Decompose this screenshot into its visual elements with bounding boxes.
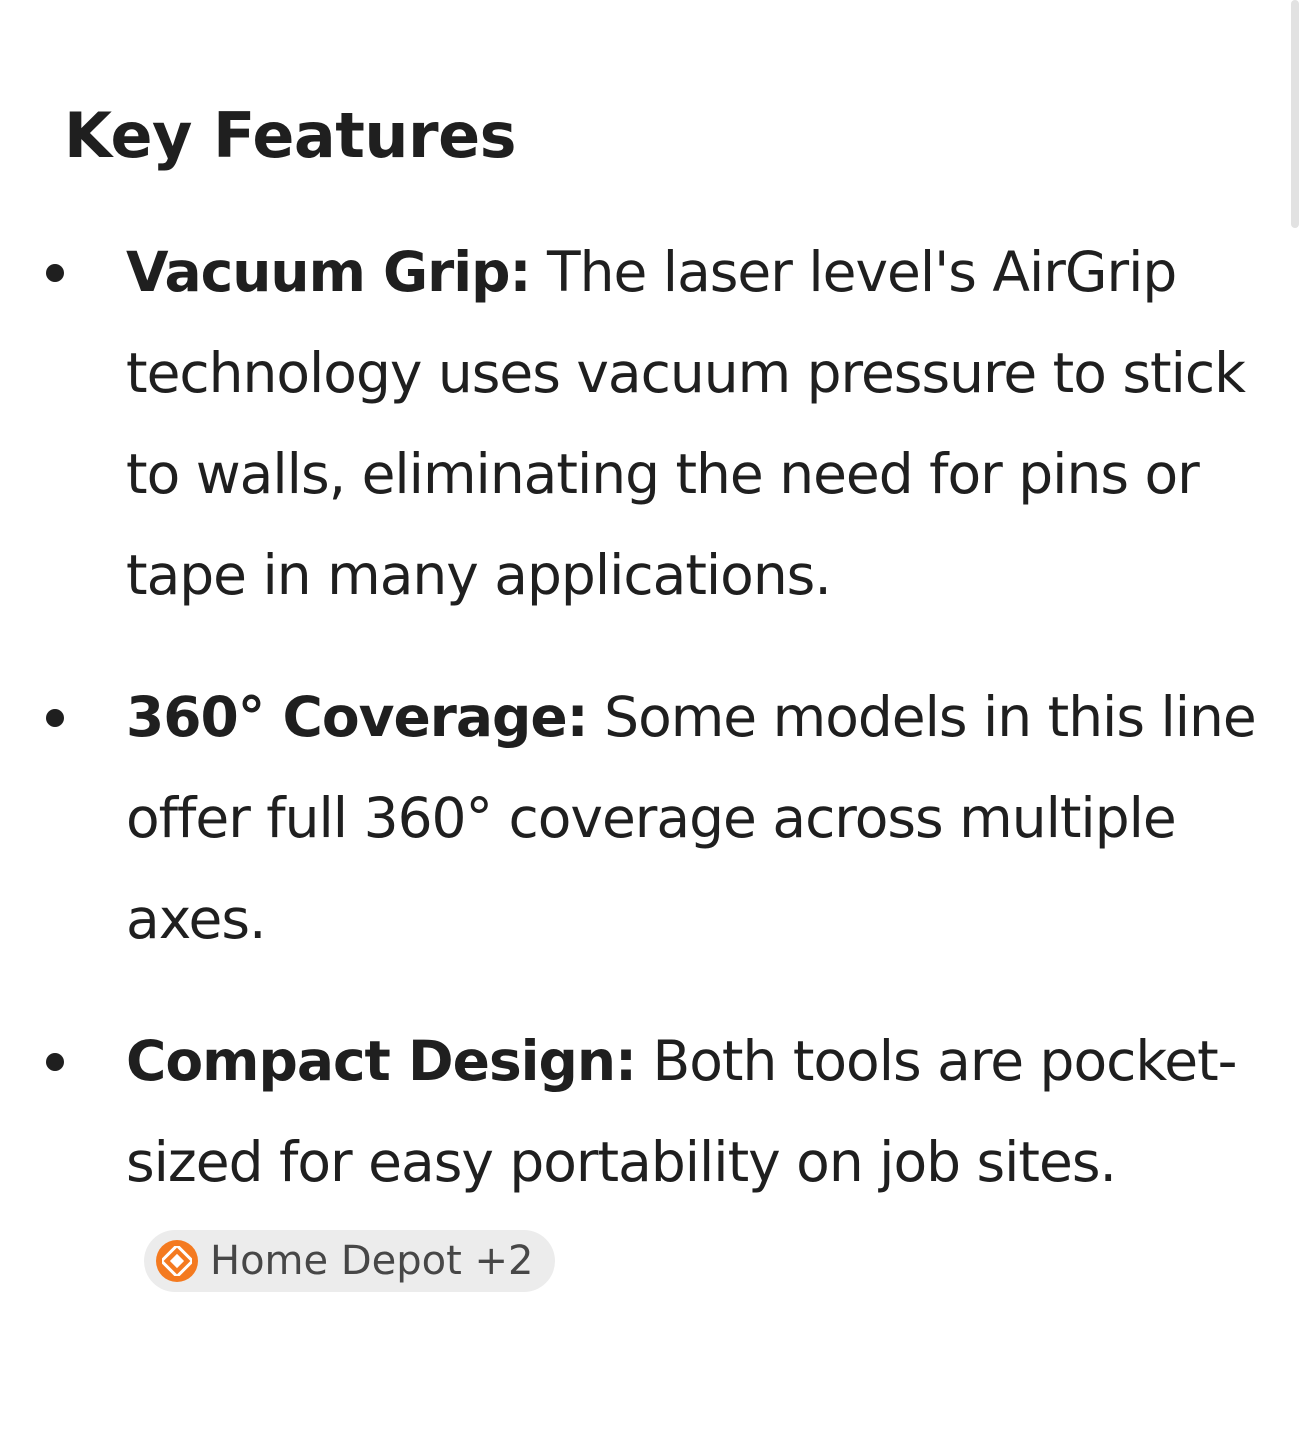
bullet-icon (46, 1053, 64, 1071)
feature-term: Compact Design: (126, 1029, 637, 1093)
feature-text: The laser level's AirGrip technology uses vacuum pressure to stick to walls, eliminating the need for pins or tape in many applications. (126, 240, 1245, 607)
feature-term: Vacuum Grip: (126, 240, 531, 304)
section-heading: Key Features (64, 99, 517, 172)
scrollbar[interactable] (1291, 0, 1299, 228)
feature-term: 360° Coverage: (126, 685, 588, 749)
feature-text: Some models in this line offer full 360° coverage across multiple axes. (126, 685, 1256, 951)
bullet-icon (46, 264, 64, 282)
home-depot-logo-icon (156, 1240, 198, 1282)
feature-item-compact-design (0, 1011, 1260, 1314)
bullet-icon (46, 709, 64, 727)
source-chip-label: Home Depot +2 (210, 1237, 534, 1284)
feature-item-vacuum-grip (0, 222, 1260, 626)
feature-text: Both tools are pocket-sized for easy portability on job sites. (126, 1029, 1237, 1194)
feature-item-360-coverage (0, 667, 1260, 970)
source-chip[interactable] (144, 1230, 555, 1292)
feature-list (0, 222, 1260, 1355)
